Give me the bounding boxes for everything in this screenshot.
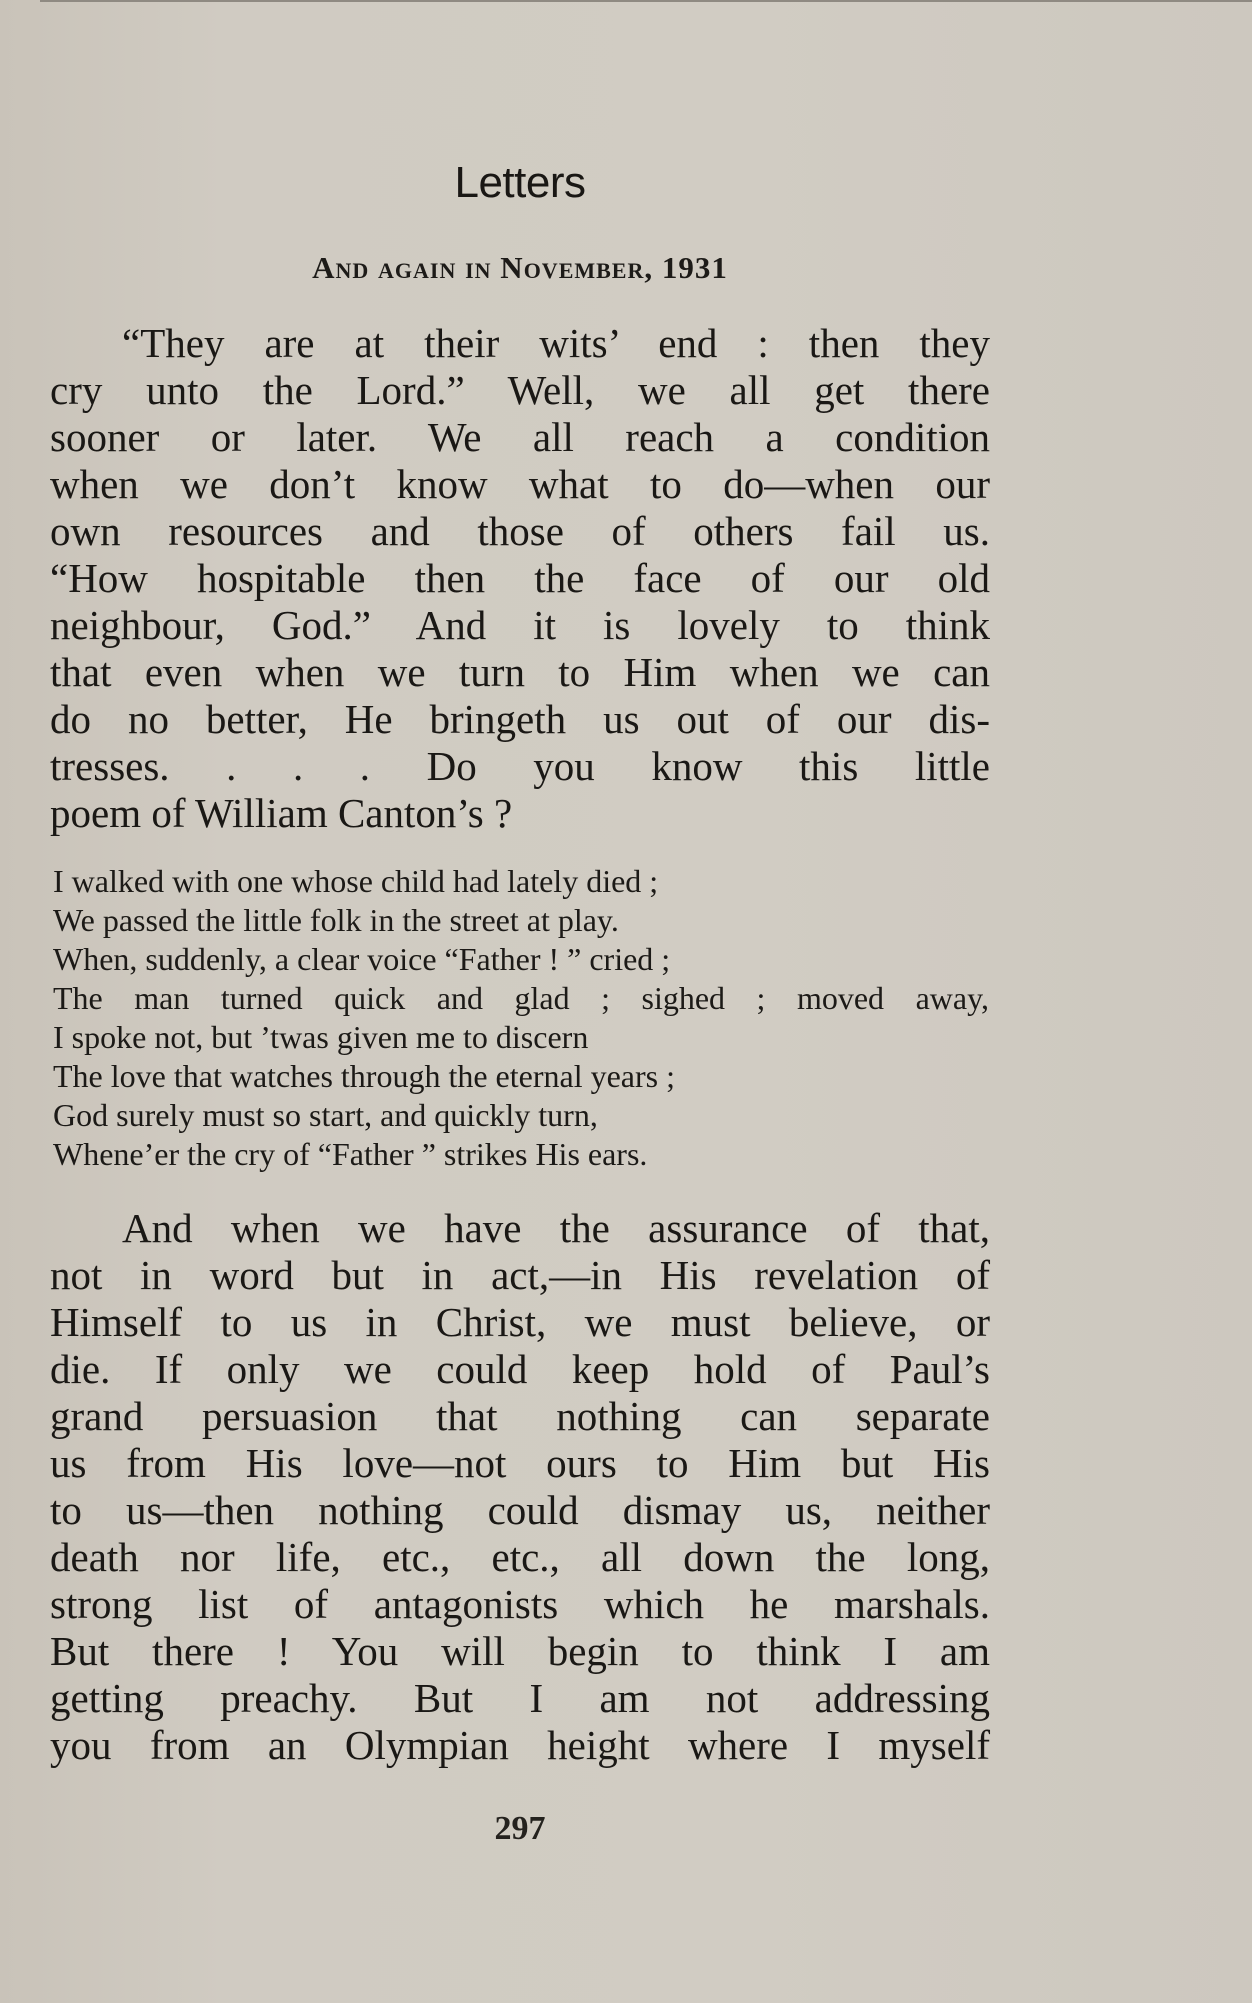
page-number: 297	[494, 1810, 546, 1847]
text-line: death nor life, etc., etc., all down the long,	[50, 1534, 990, 1580]
text-line: strong list of antagonists which he marshals.	[50, 1581, 990, 1627]
text-line: do no better, He bringeth us out of our dis-	[50, 696, 990, 742]
text-line: And when we have the assurance of that,	[122, 1205, 990, 1251]
text-line: tresses. . . . Do you know this little	[50, 743, 990, 789]
running-head: Letters	[454, 158, 586, 207]
poem-quotation	[53, 862, 989, 1174]
text-line: you from an Olympian height where I myself	[50, 1722, 990, 1768]
text-line: neighbour, God.” And it is lovely to think	[50, 602, 990, 648]
text-line: sooner or later. We all reach a condition	[50, 414, 990, 460]
text-line: us from His love—not ours to Him but His	[50, 1440, 990, 1486]
text-line: not in word but in act,—in His revelation of	[50, 1252, 990, 1298]
poem-line: The love that watches through the eternal years ;	[53, 1058, 675, 1094]
text-line: “How hospitable then the face of our old	[50, 555, 990, 601]
text-line: poem of William Canton’s ?	[50, 790, 513, 836]
text-line: own resources and those of others fail us.	[50, 508, 990, 554]
poem-line: God surely must so start, and quickly turn,	[53, 1097, 598, 1133]
text-line: to us—then nothing could dismay us, neither	[50, 1487, 990, 1533]
paragraph-1	[50, 320, 990, 837]
text-line: when we don’t know what to do—when our	[50, 461, 990, 507]
paragraph-2	[50, 1205, 990, 1769]
text-line: Himself to us in Christ, we must believe, or	[50, 1299, 990, 1345]
page-top-edge	[40, 0, 1252, 2]
poem-line: We passed the little folk in the street at play.	[53, 902, 619, 938]
poem-line: When, suddenly, a clear voice “Father ! ” cried ;	[53, 941, 671, 977]
text-line: But there ! You will begin to think I am	[50, 1628, 990, 1674]
text-line: die. If only we could keep hold of Paul’s	[50, 1346, 990, 1392]
text-line: that even when we turn to Him when we can	[50, 649, 990, 695]
poem-line: I spoke not, but ’twas given me to discern	[53, 1019, 589, 1055]
poem-line: The man turned quick and glad ; sighed ; moved away,	[53, 980, 989, 1016]
poem-line: I walked with one whose child had lately died ;	[53, 863, 659, 899]
text-line: “They are at their wits’ end : then they	[122, 320, 990, 366]
poem-line: Whene’er the cry of “Father ” strikes His ears.	[53, 1136, 648, 1172]
text-line: cry unto the Lord.” Well, we all get there	[50, 367, 990, 413]
section-heading: And again in November, 1931	[312, 250, 728, 285]
text-line: getting preachy. But I am not addressing	[50, 1675, 990, 1721]
text-line: grand persuasion that nothing can separate	[50, 1393, 990, 1439]
